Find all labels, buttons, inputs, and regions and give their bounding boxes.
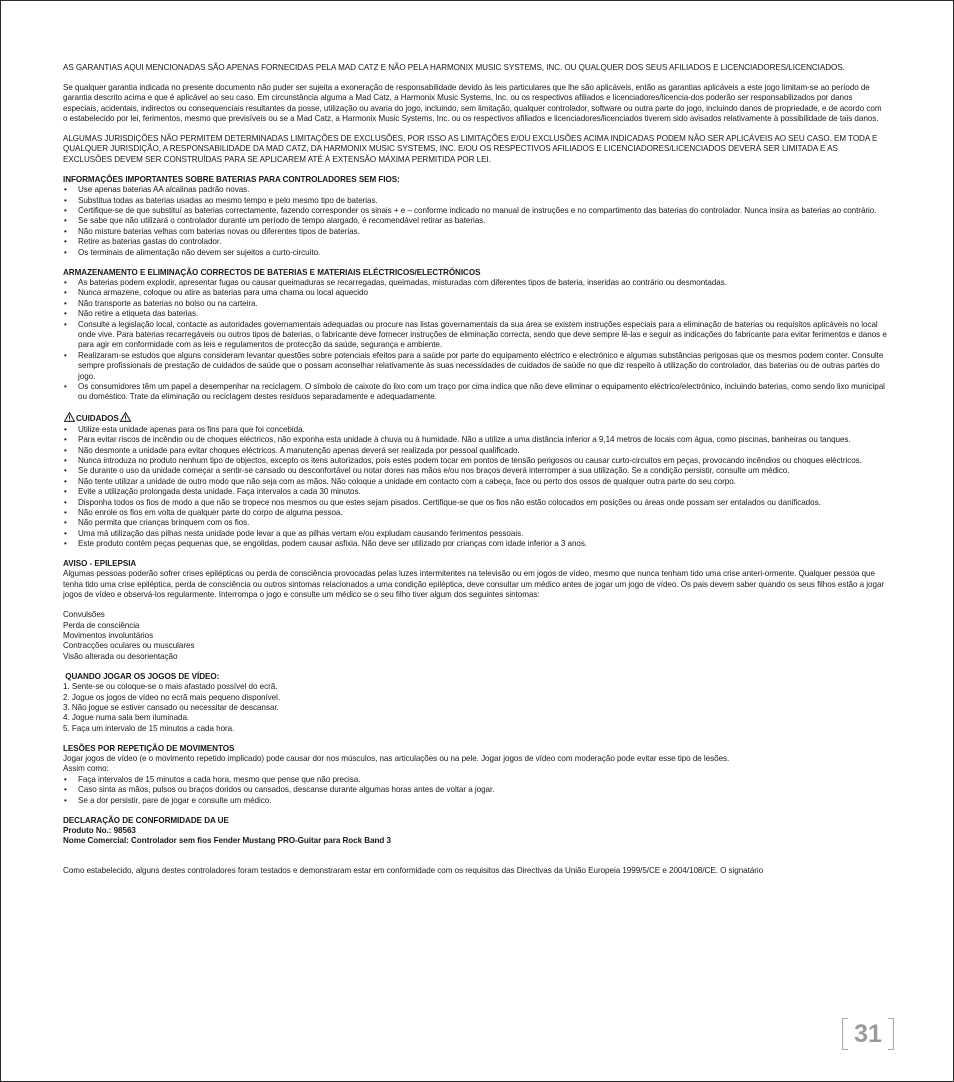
list-item: • Se a dor persistir, pare de jogar e consulte um médico. (63, 796, 888, 806)
document-body (63, 63, 888, 876)
page-number (842, 1018, 894, 1050)
list-item: • As baterias podem explodir, apresentar fugas ou causar queimaduras se recarregadas, queimadas, misturadas com diferentes tipos de bateria, inseridas ao contrário ou desmontadas. (63, 278, 888, 288)
list-item: Convulsões (63, 610, 105, 620)
list-item: 1. Sente-se ou coloque-se o mais afastado possível do ecrã. (63, 682, 278, 692)
trade-name: Nome Comercial: Controlador sem fios Fender Mustang PRO-Guitar para Rock Band 3 (63, 836, 391, 846)
repetitive-list (63, 775, 888, 806)
list-item: 4. Jogue numa sala bem iluminada. (63, 713, 190, 723)
list-item: Perda de consciência (63, 620, 140, 630)
list-item: • Não desmonte a unidade para evitar choques eléctricos. A manutenção apenas deverá ser realizada por pessoal qualificado. (63, 446, 888, 456)
list-item: • Se sabe que não utilizará o controlador durante um período de tempo alargado, é recomendável retirar as baterias. (63, 216, 888, 226)
list-item: • Utilize esta unidade apenas para os fins para que foi concebida. (63, 425, 888, 435)
list-item: • Os terminais de alimentação não devem ser sujeitos a curto-circuito. (63, 248, 888, 258)
playing-heading: QUANDO JOGAR OS JOGOS DE VÍDEO: (63, 671, 220, 681)
jurisdictions-paragraph: ALGUMAS JURISDIÇÕES NÃO PERMITEM DETERMINADAS LIMITAÇÕES DE EXCLUSÕES, POR ISSO AS LIMITAÇÕES E/OU EXCLUSÕES ACIMA INDICADAS PODEM NÃO SER APLICÁVEIS AO SEU CASO. EM TODA E QUALQUER JURISDIÇÃO, A RESPONSABILIDADE DA MAD CATZ, DA HARMONIX MUSIC SYSTEMS, INC. E/OU OS RESPECTIVOS AFILIADOS E LICENCIADORES/LICENCIADOS DEVERÁ SER LIMITADA E AS EXCLUSÕES DEVEM SER CONSTRUÍDAS PARA SE APLICAREM ATÉ À EXTENSÃO MÁXIMA PERMITIDA POR LEI. (63, 134, 878, 164)
epilepsy-paragraph: Algumas pessoas poderão sofrer crises epilépticas ou perda de consciência provocadas pelas luzes intermitentes na televisão ou em jogos de vídeo, mesmo que nunca tenham tido uma crise anteri-ormente. Qualquer pessoa que tenha tido uma crise epiléptica, perda de consciência ou outros sintomas relacionados a uma condição epiléptica, deve consultar um médico antes de jogar um jogo de vídeo. Os pais devem saber quando os seus filhos estão a jogar jogos de vídeo e observá-los regularmente. Interrompa o jogo e consulte um médico se o seu filho tiver algum dos seguintes sintomas: (63, 569, 885, 600)
repetitive-heading: LESÕES POR REPETIÇÃO DE MOVIMENTOS (63, 743, 235, 753)
product-number: Produto No.: 98563 (63, 826, 136, 835)
list-item: 3. Não jogue se estiver cansado ou necessitar de descansar. (63, 702, 279, 712)
playing-steps (63, 682, 888, 734)
repetitive-intro: Assim como: (63, 764, 109, 774)
symptoms-list (63, 610, 888, 662)
list-item: • Não transporte as baterias no bolso ou na carteira. (63, 299, 888, 309)
list-item: • Não permita que crianças brinquem com os fios. (63, 518, 888, 528)
batteries-heading: INFORMAÇÕES IMPORTANTES SOBRE BATERIAS PARA CONTROLADORES SEM FIOS: (63, 174, 400, 184)
list-item: • Não retire a etiqueta das baterias. (63, 309, 888, 319)
conformity-paragraph: Como estabelecido, alguns destes controladores foram testados e demonstraram estar em conformidade com os requisitos das Directivas da União Europeia 1999/5/CE e 2004/108/CE. O signatário (63, 865, 764, 875)
list-item: • Os consumidores têm um papel a desempenhar na reciclagem. O símbolo de caixote do lixo com um traço por cima indica que não deve eliminar o equipamento eléctrico/electrónico, incluindo baterias, como sendo lixo municipal ou doméstico. Trate da eliminação ou reciclagem destes resíduos separadamente e adequadamente. (63, 382, 888, 403)
storage-heading: ARMAZENAMENTO E ELIMINAÇÃO CORRECTOS DE BATERIAS E MATERIAIS ELÉCTRICOS/ELECTRÓNICOS (63, 267, 481, 277)
epilepsy-heading: AVISO - EPILEPSIA (63, 559, 137, 569)
list-item: • Substitua todas as baterias usadas ao mesmo tempo e pelo mesmo tipo de baterias. (63, 196, 888, 206)
list-item: • Realizaram-se estudos que alguns consideram levantar questões sobre potenciais efeitos para a saúde por parte do equipamento eléctrico e electrónico e algumas substâncias perigosas que os mesmos podem conter. Consulte sempre profissionais de prestação de cuidados de saúde que o possam aconselhar relativamente às suas necessidades de cuidados de saúde no que diz respeito à utilização do controlador, das baterias ou de outras partes do jogo. (63, 351, 888, 382)
list-item: • Para evitar riscos de incêndio ou de choques eléctricos, não exponha esta unidade à chuva ou à humidade. Não a utilize a uma distância inferior a 9,14 metros de locais com água, como piscinas, banheiras ou tanques. (63, 435, 888, 445)
list-item: • Nunca introduza no produto nenhum tipo de objectos, excepto os itens autorizados, pois estes podem tocar em pontos de tensão perigosos ou causar curto-circuitos em peças, provocando incêndios ou choques eléctricos. (63, 456, 888, 466)
repetitive-paragraph: Jogar jogos de vídeo (e o movimento repetido implicado) pode causar dor nos músculos, nas articulações ou na pele. Jogar jogos de vídeo com moderação pode evitar esse tipo de lesões. (63, 754, 730, 764)
list-item: • Nunca armazene, coloque ou atire as baterias para uma chama ou local aquecido (63, 288, 888, 298)
list-item: • Não tente utilizar a unidade de outro modo que não seja com as mãos. Não coloque a unidade em contacto com a cabeça, face ou perto dos ossos de qualquer outra parte do seu corpo. (63, 477, 888, 487)
list-item: 5. Faça um intervalo de 15 minutos a cada hora. (63, 723, 235, 733)
list-item: • Retire as baterias gastas do controlador. (63, 237, 888, 247)
list-item: • Faça intervalos de 15 minutos a cada hora, mesmo que pense que não precisa. (63, 775, 888, 785)
page-number-bracket-right (888, 1018, 894, 1050)
warning-triangle-icon (120, 412, 131, 422)
page-number-text: 31 (854, 1019, 882, 1048)
list-item: • Não enrole os fios em volta de qualquer parte do corpo de alguma pessoa. (63, 508, 888, 518)
list-item: • Consulte a legislação local, contacte as autoridades governamentais adequadas ou procure nas listas governamentais da sua área se existem instruções especiais para a eliminação de baterias ou requisitos aplicáveis no local onde vive. Para baterias recarregáveis ou outros tipos de baterias, o fabricante deve fornecer instruções de eliminação correcta, sendo que deve sempre lê-las e seguir as indicações do fabricante para evitar ferimentos e danos e para agir em conformidade com as leis e regulamentos de protecção da saúde, segurança e ambiente. (63, 320, 888, 351)
list-item: • Evite a utilização prolongada desta unidade. Faça intervalos a cada 30 minutos. (63, 487, 888, 497)
list-item: • Use apenas baterias AA alcalinas padrão novas. (63, 185, 888, 195)
list-item: • Disponha todos os fios de modo a que não se tropece nos mesmos ou que estes sejam pisados. Certifique-se que os fios não estão colocados em posições ou áreas onde possam ser entalados ou danificados. (63, 498, 888, 508)
storage-list (63, 278, 888, 403)
list-item: • Não misture baterias velhas com baterias novas ou diferentes tipos de baterias. (63, 227, 888, 237)
cautions-list (63, 425, 888, 550)
list-item: • Certifique-se de que substituí as baterias correctamente, fazendo corresponder os sinais + e – conforme indicado no manual de instruções e no compartimento das baterias do controlador. Nunca insira as baterias ao contrário. (63, 206, 888, 216)
page-number-bracket-left (842, 1018, 848, 1050)
cautions-heading: CUIDADOS (76, 414, 119, 424)
list-item: Contracções oculares ou musculares (63, 641, 195, 651)
cautions-heading-row (63, 412, 888, 424)
list-item: • Se durante o uso da unidade começar a sentir-se cansado ou desconfortável ou notar dores nas mãos e/ou nos braços deverá interromper a sua utilização. Se a condição persistir, consulte um médico. (63, 466, 888, 476)
conformity-heading: DECLARAÇÃO DE CONFORMIDADE DA UE (63, 815, 229, 825)
warranty-paragraph: Se qualquer garantia indicada no presente documento não puder ser sujeita a exoneração de responsabilidade devido às leis particulares que lhe são aplicáveis, então as garantias aplicáveis a este jogo limitam-se ao período de garantia descrito acima e que é aplicável ao seu caso. Em circunstância alguma a Mad Catz, a Harmonix Music Systems, Inc. ou os respectivos afiliados e licenciadores/licencia-dos poderão ser responsabilizados por danos especiais, acidentais, indirectos ou consequenciais resultantes da posse, utilização ou avaria do jogo, incluindo, sem limitação, qualquer controlador, software ou outra parte do jogo, incluindo danos de propriedade, e de acordo com o estabelecido por lei, ferimentos, mesmo que previsíveis ou se a Mad Catz, a Harmonix Music Systems, Inc. ou os respectivos afiliados e licenciadores/licenciados tiverem sido avisados relativamente à possibilidade de tais danos. (63, 82, 882, 124)
intro-paragraph: AS GARANTIAS AQUI MENCIONADAS SÃO APENAS FORNECIDAS PELA MAD CATZ E NÃO PELA HARMONIX MUSIC SYSTEMS, INC. OU QUALQUER DOS SEUS AFILIADOS E LICENCIADORES/LICENCIADOS. (63, 63, 845, 72)
list-item: Movimentos involuntários (63, 631, 154, 640)
list-item: 2. Jogue os jogos de vídeo no ecrã mais pequeno disponível. (63, 692, 281, 702)
warning-triangle-icon (64, 412, 75, 422)
list-item: • Uma má utilização das pilhas nesta unidade pode levar a que as pilhas vertam e/ou expludam causando ferimentos pessoais. (63, 529, 888, 539)
list-item: • Caso sinta as mãos, pulsos ou braços doridos ou cansados, descanse durante algumas horas antes de voltar a jogar. (63, 785, 888, 795)
list-item: Visão alterada ou desorientação (63, 651, 178, 661)
batteries-list (63, 185, 888, 258)
list-item: • Este produto contém peças pequenas que, se engolidas, podem causar asfixia. Não deve ser utilizado por crianças com idade inferior a 3 anos. (63, 539, 888, 549)
